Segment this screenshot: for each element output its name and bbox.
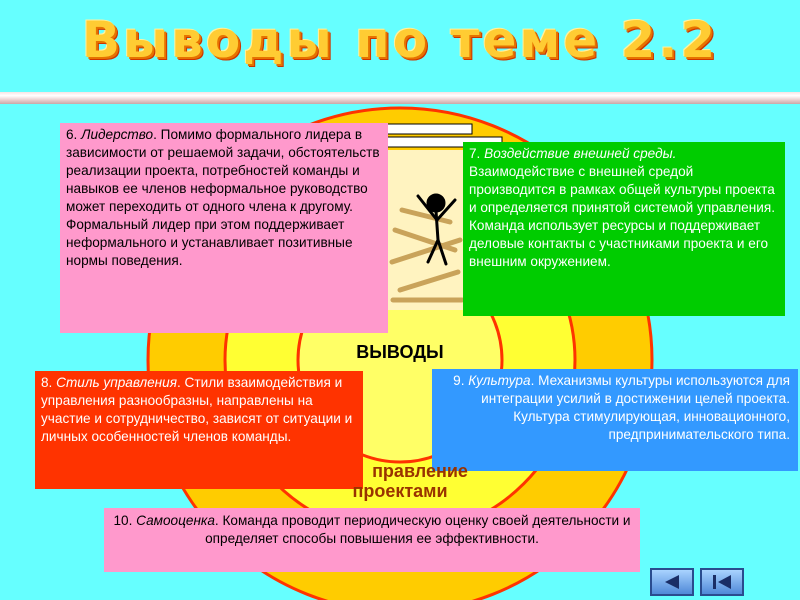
card-label: Лидерство — [81, 127, 154, 142]
slide-title: Выводы по теме 2.2 — [81, 11, 719, 69]
ring-label-line2: проектами — [352, 481, 448, 501]
card-text: Взаимодействие с внешней средой производится в рамках общей культуры проекта и определяется принятой системой управления. Команда использует ресурсы и поддерживает деловые контакты с участниками проекта и его внешним окружением. — [469, 164, 775, 269]
card-text: . Стили взаимодействия и управления разнообразны, направлены на участие и сотрудничество, зависят от ситуации и личных особенностей членов команды. — [41, 375, 353, 444]
card-label: Воздействие внешней среды. — [484, 146, 677, 161]
card-number: 10. — [113, 513, 133, 528]
card-self-assessment — [104, 508, 640, 572]
card-label: Культура — [468, 373, 531, 388]
card-leadership — [60, 123, 388, 333]
card-text: . Команда проводит периодическую оценку своей деятельности и определяет способы повышения ее эффективности. — [205, 513, 631, 546]
card-text: . Механизмы культуры используются для интеграции усилий в достижении целей проекта. Культура стимулирующая, инновационного, предпринимательского типа. — [481, 373, 790, 442]
card-number: 9. — [453, 373, 465, 388]
card-number: 6. — [66, 127, 78, 142]
ring-label — [300, 461, 500, 501]
card-label: Самооценка — [136, 513, 215, 528]
arrow-left-icon — [659, 573, 685, 591]
ring-label-line1: правление — [372, 461, 468, 481]
center-label: ВЫВОДЫ — [356, 342, 444, 362]
nav-first-button[interactable] — [700, 568, 744, 596]
card-number: 7. — [469, 146, 481, 161]
card-label: Стиль управления — [56, 375, 177, 390]
card-culture — [432, 369, 798, 471]
nav-prev-button[interactable] — [650, 568, 694, 596]
card-text: . Помимо формального лидера в зависимости от решаемой задачи, обстоятельств реализации проекта, потребностей команды и навыков ее членов неформальное руководство может переходить от одного члена к другому. Формальный лидер при этом поддерживает неформального и устанавливает позитивные нормы поведения. — [66, 127, 380, 268]
card-external-environment — [463, 142, 785, 316]
arrow-left-end-icon — [709, 573, 735, 591]
card-number: 8. — [41, 375, 53, 390]
